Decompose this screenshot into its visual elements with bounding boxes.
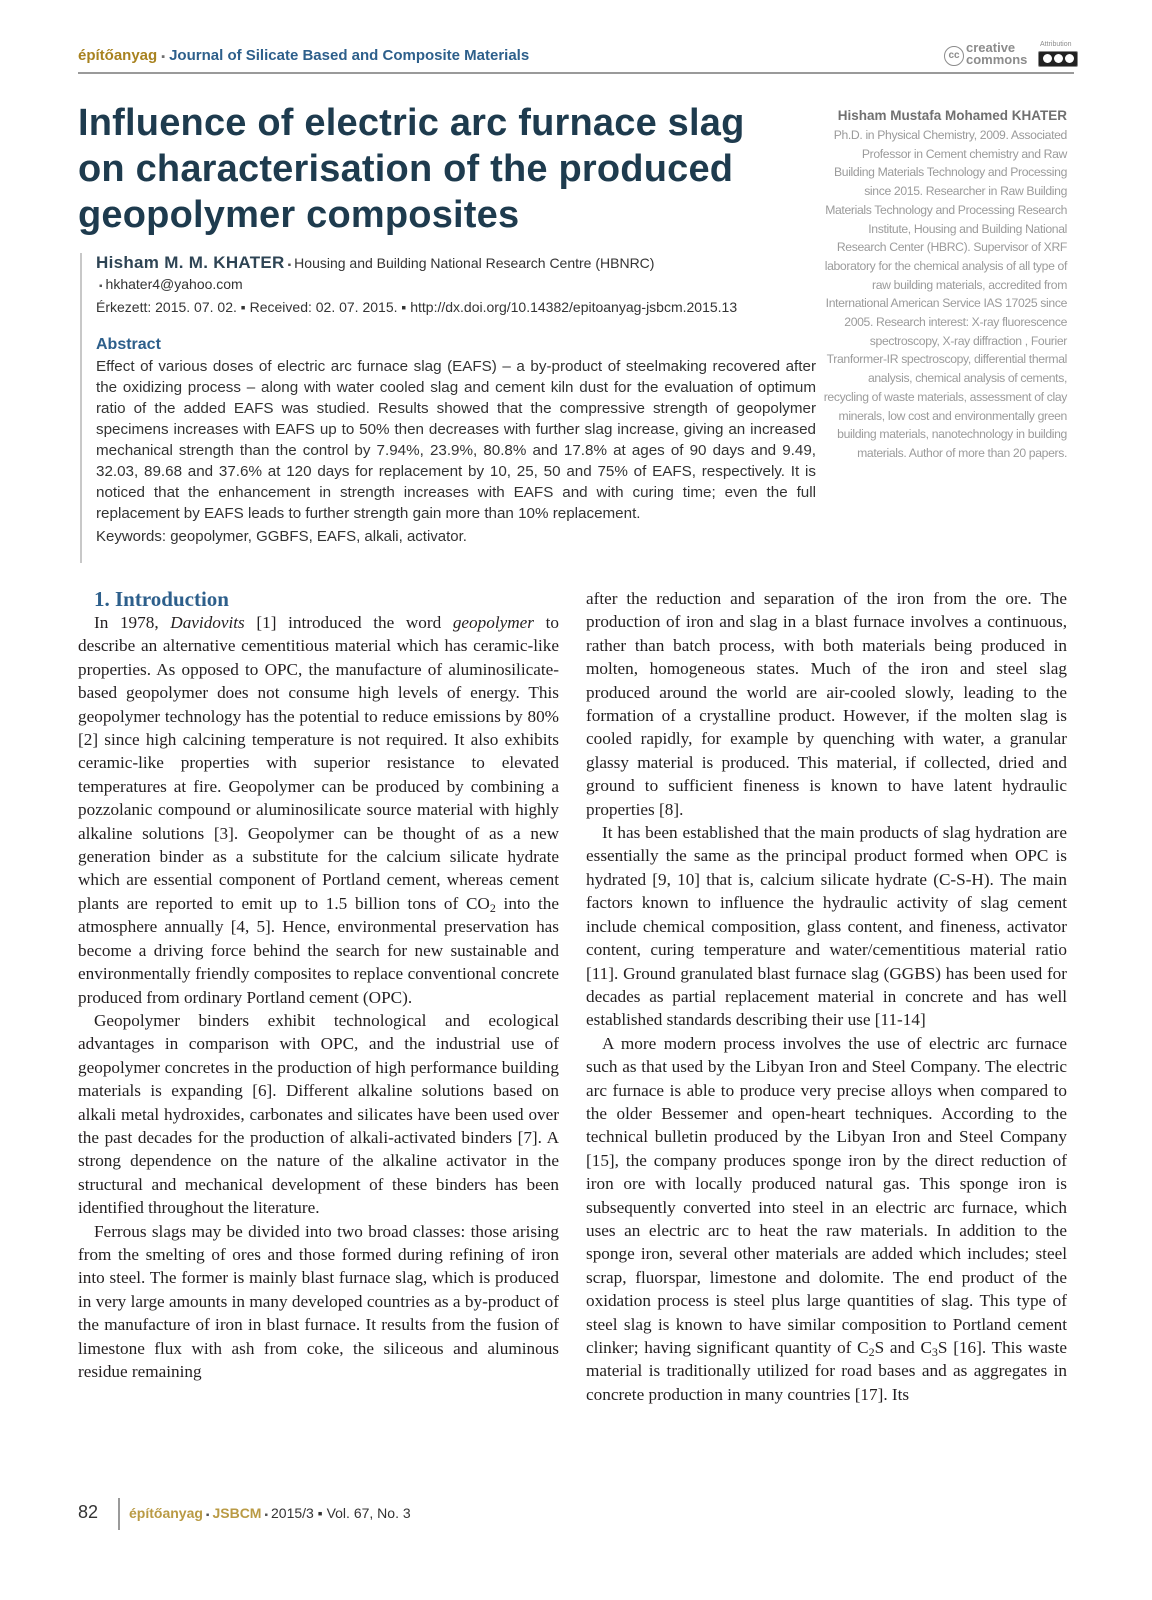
keywords: Keywords: geopolymer, GGBFS, EAFS, alkali, activator. [96, 528, 467, 545]
cc-by-badge-icon [1038, 51, 1078, 67]
author-bio [820, 108, 1067, 463]
creative-commons-logo [944, 42, 1076, 70]
abstract-heading: Abstract [96, 336, 161, 353]
paragraph: In 1978, Davidovits [1] introduced the word geopolymer to describe an alternative cementitious material which has ceramic-like properties. As opposed to OPC, the manufacture of aluminosilicate-based geopolymer does not consume high levels of energy. This geopolymer technology has the potential to reduce emissions by 80% [2] since high calcining temperature is not required. It also exhibits ceramic-like properties with superior resistance to elevated temperatures at fire. Geopolymer can be produced by combining a pozzolanic compound or aluminosilicate source material with highly alkaline solutions [3]. Geopolymer can be thought of as a new generation binder as a substitute for the calcium silicate hydrate which are essential component of Portland cement, whereas cement plants are reported to emit up to 1.5 billion tons of $CO_2$ into the atmosphere annually [4, 5]. Hence, environmental preservation has become a driving force behind the search for new sustainable and environmentally friendly composites to replace conventional concrete produced from ordinary Portland cement (OPC). [78, 613, 559, 1007]
author-email-line: ▪ hkhater4@yahoo.com [99, 276, 243, 292]
journal-name: Journal of Silicate Based and Composite Materials [169, 47, 530, 64]
author-email[interactable]: hkhater4@yahoo.com [105, 276, 243, 292]
header-rule [78, 72, 1074, 74]
body-column-left [78, 587, 559, 1383]
running-header [78, 47, 529, 64]
abstract-text: Effect of various doses of electric arc furnace slag (EAFS) – a by-product of steelmaking recovered after the oxidizing process – along with water cooled slag and cement kiln dust for the evaluation of optimum ratio of the added EAFS was studied. Results showed that the compressive strength of geopolymer specimens increases with EAFS up to 50% then decreases with further slag increase, giving an increased mechanical strength than the control by 7.94%, 23.9%, 80.8% and 17.8% at ages of 90 days and 9.49, 32.03, 89.68 and 37.6% at 120 days for replacement by 10, 25, 50 and 75% of EAFS, respectively. It is noticed that the enhancement in strength increases with EAFS and with curing time; even the full replacement by EAFS leads to further strength gain more than 10% replacement. [96, 358, 816, 522]
author-line: Hisham M. M. KHATER ▪ Housing and Building National Research Centre (HBNRC) [96, 253, 655, 272]
author-name: Hisham M. M. KHATER [96, 253, 285, 272]
received-dates: Érkezett: 2015. 07. 02. ▪ Received: 02. 07. 2015. ▪ http://dx.doi.org/10.14382/epitoanyag-jsbcm.2015.13 [96, 299, 738, 315]
paragraph: Geopolymer binders exhibit technological and ecological advantages in comparison with OPC, and the industrial use of geopolymer concretes in the production of high performance building materials is expanding [6]. Different alkaline solutions based on alkali metal hydroxides, carbonates and silicates have been used over the past decades for the production of alkali-activated binders [7]. A strong dependence on the nature of the alkaline activator in the structural and mechanical development of these binders has been identified throughout the literature. [78, 1010, 559, 1218]
cc-attribution-label: Attribution [1040, 41, 1072, 48]
paragraph: A more modern process involves the use of electric arc furnace such as that used by the Libyan Iron and Steel Company. The electric arc furnace is able to produce very precise alloys when compared to the older Bessemer and open-heart techniques. According to the technical bulletin produced by the Libyan Iron and Steel Company [15], the company produces sponge iron by the direct reduction of iron ore with locally produced natural gas. This sponge iron is subsequently converted into steel in an electric arc furnace, which uses an electric arc to heat the raw materials. In addition to the sponge iron, several other materials are added which includes; steel scrap, fluorspar, limestone and dolomite. The end product of the oxidation process is steel plus large quantities of slag. This type of steel slag is known to have similar composition to Portland cement clinker; having significant quantity of $C_2S$ and $C_3S$ [16]. This waste material is traditionally utilized for road bases and as aggregates in concrete production in many countries [17]. Its [586, 1033, 1067, 1404]
journal-brand: építőanyag [78, 47, 158, 64]
author-abstract-block [80, 253, 816, 563]
bio-text: Ph.D. in Physical Chemistry, 2009. Associated Professor in Cement chemistry and Raw Building Materials Technology and Processing since 2015. Researcher in Raw Building Materials Technology and Processing Research Institute, Housing and Building National Research Center (HBRC). Supervisor of XRF laboratory for the chemical analysis of all type of raw building materials, accredited from International American Service IAS 17025 since 2005. Research interest: X-ray fluorescence spectroscopy, X-ray diffraction , Fourier Tranformer-IR spectroscopy, differential thermal analysis, chemical analysis of cements, recycling of waste materials, assessment of clay minerals, low cost and environmentally green building materials, nanotechnology in building materials. Author of more than 20 papers. [823, 128, 1067, 460]
bio-name: Hisham Mustafa Mohamed KHATER [837, 108, 1067, 123]
paragraph: after the reduction and separation of the iron from the ore. The production of iron and slag in a blast furnace involves a continuous, rather than batch process, with both materials being produced in molten, homogeneous states. Much of the iron and steel slag produced around the world are air-cooled slowly, leading to the formation of a crystalline product. However, if the molten slag is cooled rapidly, for example by quenching with water, a granular glassy material is produced. This material, if collected, dried and ground to sufficient fineness is known to have latent hydraulic properties [8]. [586, 589, 1067, 819]
cited-author: Davidovits [170, 613, 245, 632]
cc-text: creative commons [966, 40, 1028, 67]
body-column-right [586, 587, 1067, 1406]
footer-journal-info: építőanyag ▪ JSBCM ▪ 2015/3 ▪ Vol. 67, No. 3 [129, 1505, 411, 1521]
separator-square: ▪ [161, 51, 166, 63]
footer-rule [118, 1498, 120, 1530]
paragraph: Ferrous slags may be divided into two broad classes: those arising from the smelting of ores and those formed during refining of iron into steel. The former is mainly blast furnace slag, which is produced in very large amounts in many developed countries as a by-product of the manufacture of iron in blast furnace. It results from the fusion of limestone flux with ash from coke, the siliceous and aluminous residue remaining [78, 1221, 559, 1381]
cc-icon: cc [944, 46, 964, 66]
italic-term: geopolymer [452, 613, 534, 632]
section-heading-introduction: 1. Introduction [94, 587, 229, 611]
page-number: 82 [78, 1502, 99, 1522]
paragraph: It has been established that the main products of slag hydration are essentially the same as the principal product formed when OPC is hydrated [9, 10] that is, calcium silicate hydrate (C-S-H). The main factors known to influence the hydraulic activity of slag cement include chemical composition, glass content, and fineness, activator content, curing temperature and water/cementitious material ratio [11]. Ground granulated blast furnace slag (GGBS) has been used for decades as partial replacement material in concrete and has well established standards describing their use [11-14] [586, 823, 1067, 1030]
article-title: Influence of electric arc furnace slag on characterisation of the produced geopolymer composites [78, 102, 745, 236]
author-affiliation: Housing and Building National Research Centre (HBNRC) [294, 255, 655, 271]
